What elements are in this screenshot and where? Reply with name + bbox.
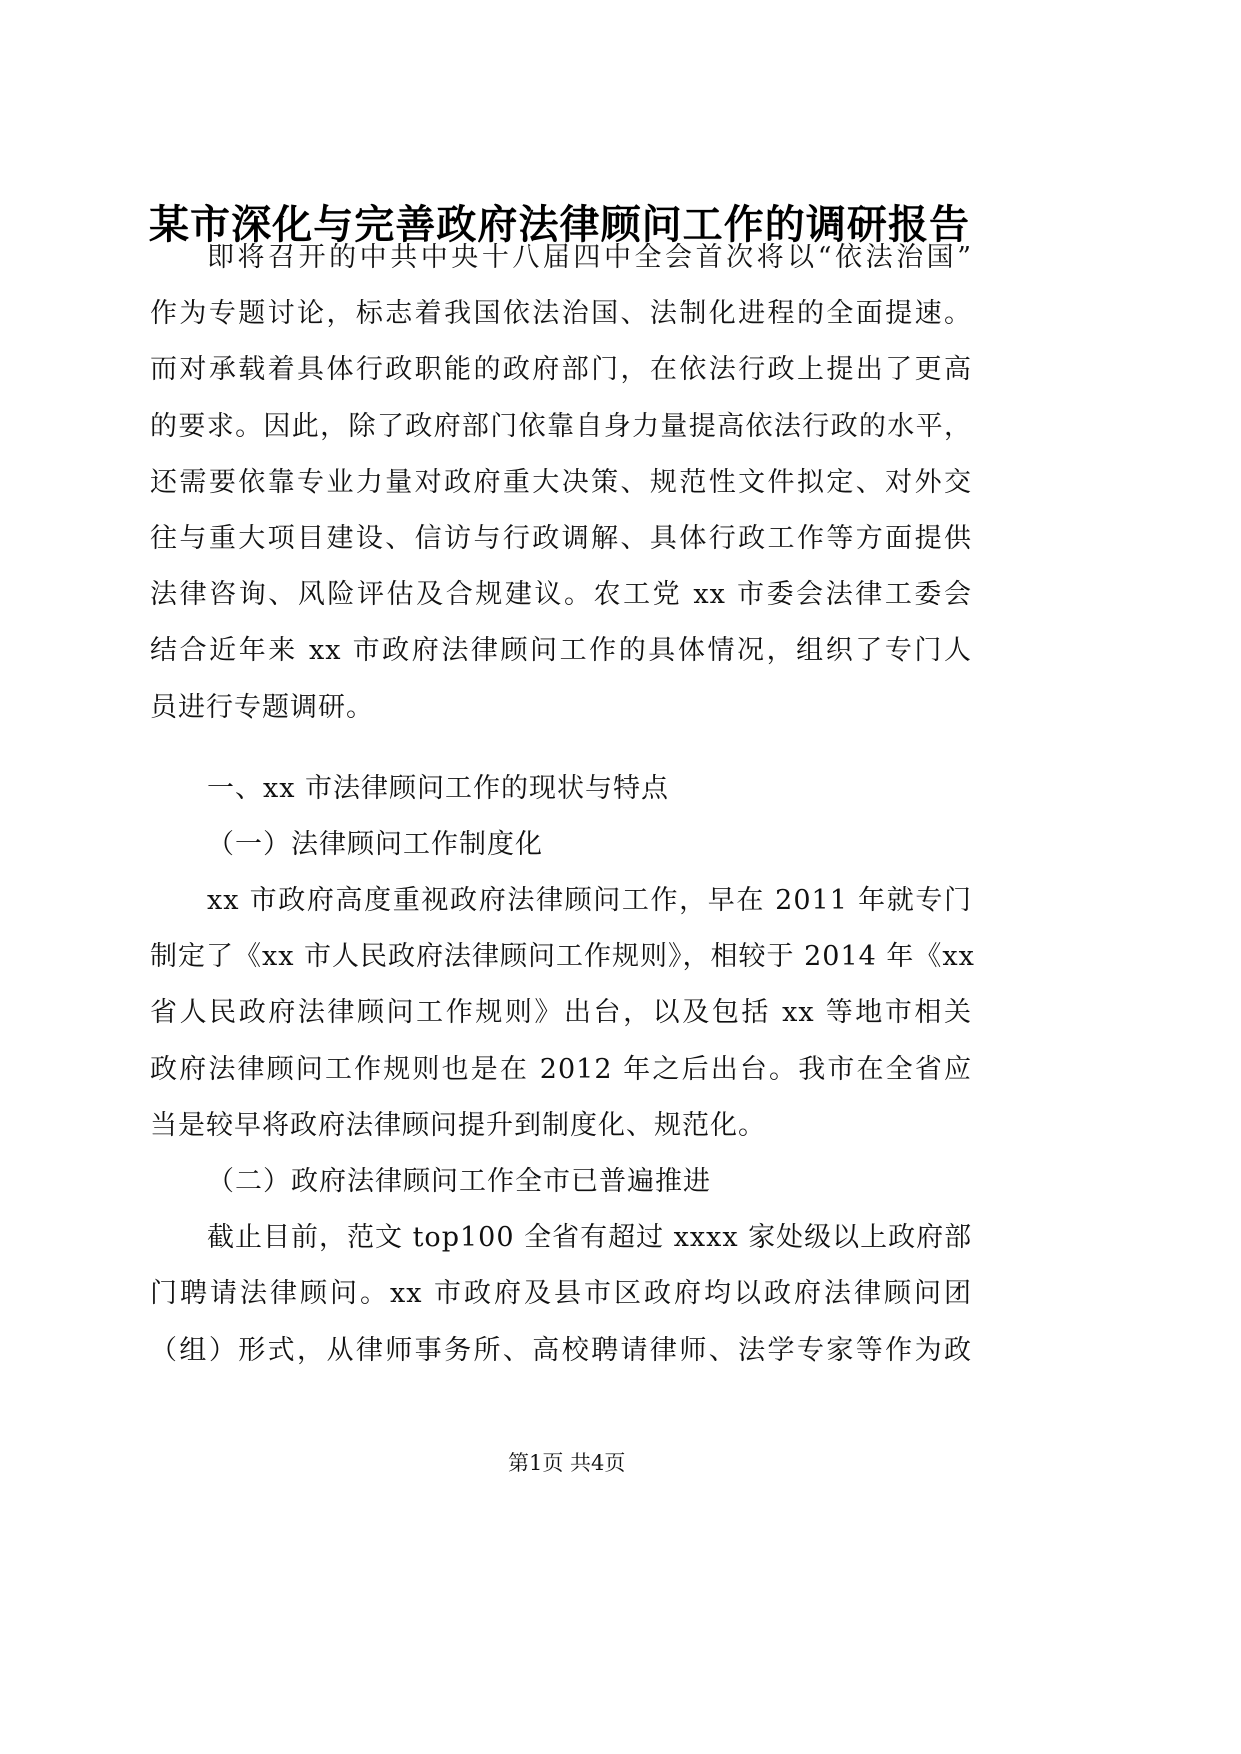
paragraph-line: 的要求。因此，除了政府部门依靠自身力量提高依法行政的水平， xyxy=(150,410,972,442)
paragraph-line: 政府法律顾问工作规则也是在 2012 年之后出台。我市在全省应 xyxy=(150,1053,972,1085)
paragraph-line: 当是较早将政府法律顾问提升到制度化、规范化。 xyxy=(150,1109,766,1141)
paragraph-line: 法律咨询、风险评估及合规建议。农工党 xx 市委会法律工委会 xyxy=(150,579,972,611)
document-body xyxy=(150,230,975,1379)
subsection-2-paragraph xyxy=(150,1210,972,1379)
document-title: 某市深化与完善政府法律顾问工作的调研报告 xyxy=(149,201,969,248)
page-footer: 第1页 共4页 xyxy=(508,1451,626,1475)
paragraph-line: 门聘请法律顾问。xx 市政府及县市区政府均以政府法律顾问团 xyxy=(150,1278,972,1310)
paragraph-line: 往与重大项目建设、信访与行政调解、具体行政工作等方面提供 xyxy=(150,522,972,554)
paragraph-line: （组）形式，从律师事务所、高校聘请律师、法学专家等作为政 xyxy=(150,1334,972,1366)
paragraph-line: 结合近年来 xx 市政府法律顾问工作的具体情况，组织了专门人 xyxy=(150,635,972,667)
paragraph-line: xx 市政府高度重视政府法律顾问工作，早在 2011 年就专门 xyxy=(207,885,972,917)
paragraph-line: 即将召开的中共中央十八届四中全会首次将以“依法治国” xyxy=(207,242,972,273)
subsection-heading: （二）政府法律顾问工作全市已普遍推进 xyxy=(207,1166,711,1197)
paragraph-line: 作为专题讨论，标志着我国依法治国、法制化进程的全面提速。 xyxy=(150,298,972,330)
paragraph-line: 员进行专题调研。 xyxy=(150,691,374,723)
intro-paragraph xyxy=(150,230,972,736)
paragraph-line: 还需要依靠专业力量对政府重大决策、规范性文件拟定、对外交 xyxy=(150,466,972,498)
paragraph-line: 截止目前，范文 top100 全省有超过 xxxx 家处级以上政府部 xyxy=(207,1222,973,1254)
subsection-1-paragraph xyxy=(150,873,975,1154)
section-heading: 一、xx 市法律顾问工作的现状与特点 xyxy=(207,772,670,804)
paragraph-line: 省人民政府法律顾问工作规则》出台，以及包括 xx 等地市相关 xyxy=(150,997,972,1029)
paragraph-line: 而对承载着具体行政职能的政府部门，在依法行政上提出了更高 xyxy=(150,354,972,386)
subsection-heading: （一）法律顾问工作制度化 xyxy=(207,828,543,860)
paragraph-line: 制定了《xx 市人民政府法律顾问工作规则》，相较于 2014 年《xx xyxy=(150,941,975,973)
